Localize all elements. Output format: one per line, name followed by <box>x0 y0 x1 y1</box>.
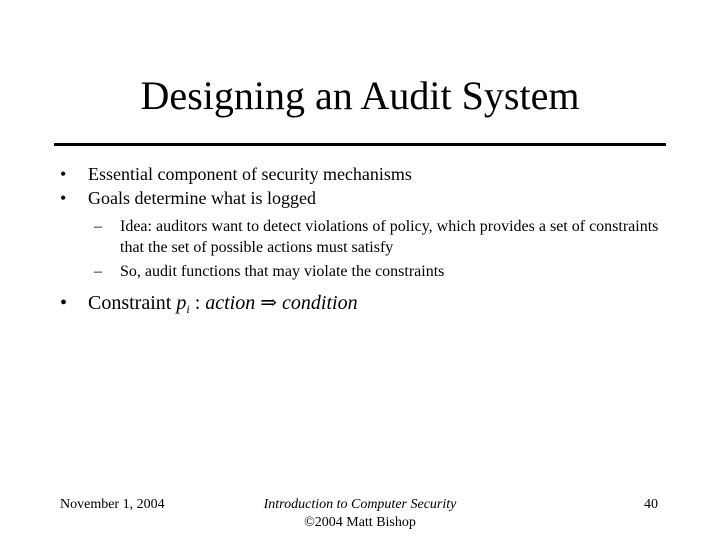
sub-bullet-text: Idea: auditors want to detect violations of policy, which provides a set of constraints that the set of possible actions must satisfy <box>120 218 659 256</box>
bullet-text: Goals determine what is logged <box>88 188 316 208</box>
title-divider <box>54 143 666 146</box>
sub-bullet-text: So, audit functions that may violate the constraints <box>120 263 445 280</box>
sub-bullet-marker: – <box>94 218 102 235</box>
bullet-text: Essential component of security mechanisms <box>88 164 412 184</box>
page-number: 40 <box>644 497 658 512</box>
slide-body <box>60 162 660 322</box>
constraint-colon: : <box>194 292 201 314</box>
constraint-subscript: i <box>186 302 190 316</box>
constraint-condition: condition <box>282 292 358 314</box>
bullet-marker: • <box>60 292 68 314</box>
constraint-action: action <box>205 292 256 314</box>
sub-bullet-marker: – <box>94 263 102 280</box>
bullet-item <box>60 186 660 210</box>
constraint-formula <box>88 290 660 322</box>
slide-title: Designing an Audit System <box>140 73 580 118</box>
implies-icon: ⇒ <box>260 292 278 314</box>
sub-bullet-item <box>94 216 660 258</box>
sub-bullet-item <box>94 261 660 282</box>
bullet-marker: • <box>60 188 67 208</box>
footer-center <box>210 496 510 532</box>
footer-course: Introduction to Computer Security <box>263 497 457 512</box>
constraint-variable: p <box>176 292 187 314</box>
footer-date: November 1, 2004 <box>60 497 165 512</box>
sub-bullet-list <box>94 216 660 282</box>
bullet-marker: • <box>60 164 67 184</box>
constraint-bullet <box>60 290 660 322</box>
bullet-item <box>60 162 660 186</box>
footer-copyright: ©2004 Matt Bishop <box>304 515 416 530</box>
constraint-label: Constraint <box>88 292 172 314</box>
